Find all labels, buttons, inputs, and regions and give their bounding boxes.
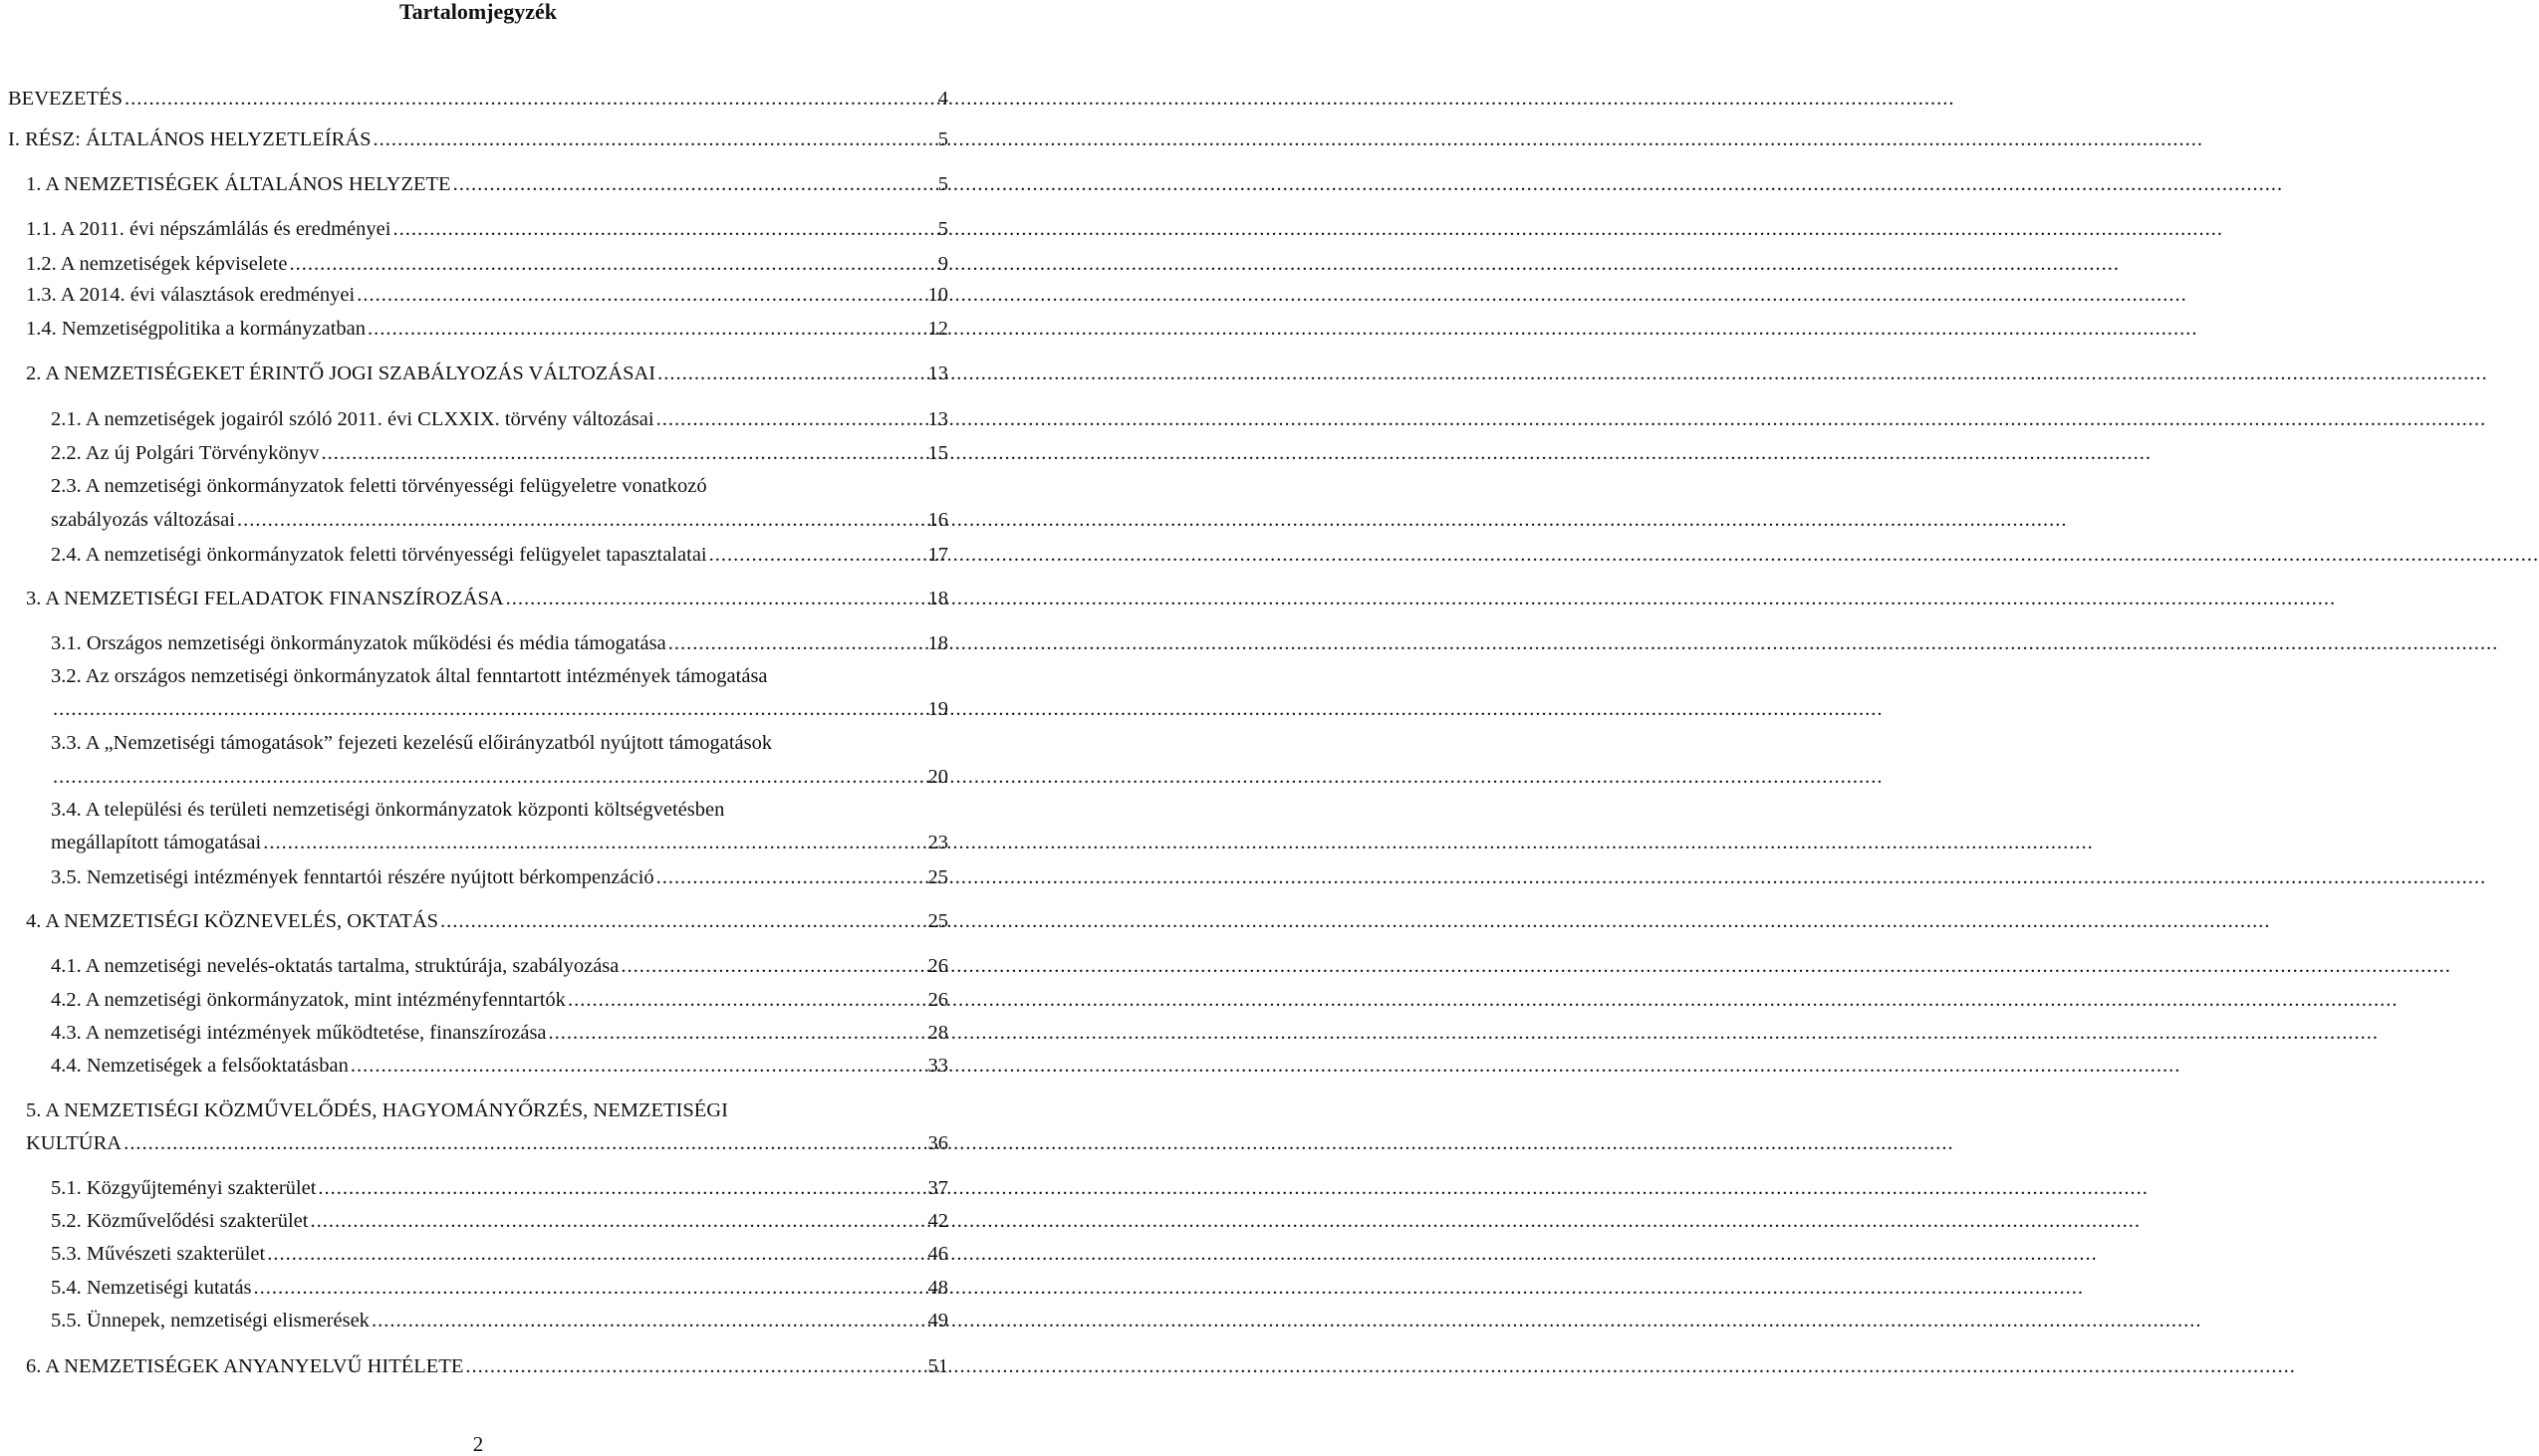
toc-page-number: 5 <box>937 218 948 240</box>
dot-leader <box>237 508 926 532</box>
dot-leader <box>125 87 936 111</box>
toc-page-number: 26 <box>927 989 948 1011</box>
toc-page-number: 25 <box>927 866 948 888</box>
toc-page-number: 17 <box>927 544 948 566</box>
toc-page-number: 10 <box>927 284 948 306</box>
toc-page-number: 28 <box>927 1022 948 1044</box>
toc-entry-text: 4.1. A nemzetiségi nevelés-oktatás tartalma, struktúrája, szabályozása <box>51 955 620 977</box>
toc-entry-5-line1: 5. A NEMZETISÉGI KÖZMŰVELŐDÉS, HAGYOMÁNYŐRZÉS, NEMZETISÉGI <box>26 1099 728 1121</box>
dot-leader <box>351 1054 926 1078</box>
toc-entry-text: 5.2. Közművelődési szakterület <box>51 1210 309 1232</box>
dot-leader <box>656 865 926 889</box>
toc-page-number: 46 <box>927 1243 948 1265</box>
toc-page-number: 42 <box>927 1210 948 1232</box>
dot-leader <box>254 1276 926 1300</box>
toc-entry-2-4[interactable] <box>51 543 948 567</box>
toc-entry-text: 2. A NEMZETISÉGEKET ÉRINTŐ JOGI SZABÁLYOZÁS VÁLTOZÁSAI <box>26 363 656 384</box>
toc-entry-text: 2.1. A nemzetiségek jogairól szóló 2011. évi CLXXIX. törvény változásai <box>51 408 654 430</box>
toc-page-number: 37 <box>927 1177 948 1199</box>
dot-leader <box>267 1242 925 1266</box>
toc-page-number: 20 <box>927 766 948 788</box>
dot-leader <box>310 1209 925 1233</box>
dot-leader <box>668 631 926 655</box>
toc-entry-3-1[interactable] <box>51 631 948 655</box>
toc-entry-4[interactable] <box>26 909 948 933</box>
dot-leader <box>440 909 925 933</box>
toc-entry-2-3-line1: 2.3. A nemzetiségi önkormányzatok feletti törvényességi felügyeletre vonatkozó <box>51 475 707 497</box>
toc-entry-bevezetes[interactable] <box>8 87 948 111</box>
dot-leader <box>549 1021 926 1045</box>
toc-page-number: 26 <box>927 955 948 977</box>
toc-entry-text: 5.5. Ünnepek, nemzetiségi elismerések <box>51 1310 370 1332</box>
toc-entry-text: 5.1. Közgyűjteményi szakterület <box>51 1177 317 1199</box>
toc-entry-2-3[interactable] <box>51 508 948 532</box>
toc-entry-1-4[interactable] <box>26 317 948 341</box>
dot-leader <box>657 362 925 385</box>
toc-entry-text: 1.4. Nemzetiségpolitika a kormányzatban <box>26 318 366 340</box>
toc-entry-3[interactable] <box>26 587 948 610</box>
toc-page-number: 4 <box>937 88 948 110</box>
dot-leader <box>465 1354 925 1378</box>
toc-entry-1-1[interactable] <box>26 217 948 241</box>
toc-entry-1-3[interactable] <box>26 283 948 307</box>
toc-entry-text: 1.1. A 2011. évi népszámlálás és eredményei <box>26 218 391 240</box>
toc-page-number: 5 <box>937 128 948 150</box>
toc-entry-3-3-line1: 3.3. A „Nemzetiségi támogatások” fejezeti kezelésű előirányzatból nyújtott támogatások <box>51 732 773 754</box>
toc-page-number: 23 <box>927 832 948 853</box>
toc-entry-text: 6. A NEMZETISÉGEK ANYANYELVŰ HITÉLETE <box>26 1355 464 1377</box>
toc-entry-text: 3.5. Nemzetiségi intézmények fenntartói részére nyújtott bérkompenzáció <box>51 866 654 888</box>
toc-entry-text: KULTÚRA <box>26 1132 123 1154</box>
dot-leader <box>372 1309 926 1333</box>
toc-entry-5[interactable] <box>26 1131 948 1155</box>
toc-page-number: 49 <box>927 1310 948 1332</box>
toc-entry-6[interactable] <box>26 1354 948 1378</box>
toc-entry-5-1[interactable] <box>51 1176 948 1200</box>
toc-entry-text: 1.3. A 2014. évi választások eredményei <box>26 284 356 306</box>
toc-page-number: 51 <box>927 1355 948 1377</box>
toc-page-number: 13 <box>927 363 948 384</box>
toc-entry-text: 2.2. Az új Polgári Törvénykönyv <box>51 442 320 464</box>
toc-entry-5-5[interactable] <box>51 1309 948 1333</box>
page-number-footer: 2 <box>472 1432 484 1456</box>
dot-leader <box>453 172 936 196</box>
toc-entry-4-4[interactable] <box>51 1054 948 1078</box>
toc-entry-3-4-line1: 3.4. A települési és területi nemzetiségi önkormányzatok központi költségvetésben <box>51 799 725 821</box>
page-title: Tartalomjegyzék <box>398 0 558 24</box>
dot-leader <box>263 831 925 854</box>
toc-entry-3-4[interactable] <box>51 831 948 854</box>
dot-leader <box>53 765 926 789</box>
toc-entry-2-2[interactable] <box>51 441 948 465</box>
toc-entry-text: 5.3. Művészeti szakterület <box>51 1243 266 1265</box>
toc-entry-text: 4.3. A nemzetiségi intézmények működtetése, finanszírozása <box>51 1022 547 1044</box>
toc-entry-text: 5.4. Nemzetiségi kutatás <box>51 1277 252 1299</box>
toc-page-number: 19 <box>927 698 948 720</box>
dot-leader <box>53 697 926 721</box>
toc-entry-text: 3.1. Országos nemzetiségi önkormányzatok működési és média támogatása <box>51 632 666 654</box>
dot-leader <box>392 217 935 241</box>
toc-entry-text: 4.2. A nemzetiségi önkormányzatok, mint intézményfenntartók <box>51 989 566 1011</box>
toc-entry-5-3[interactable] <box>51 1242 948 1266</box>
dot-leader <box>621 954 925 978</box>
toc-entry-text: 2.4. A nemzetiségi önkormányzatok feletti törvényességi felügyelet tapasztalatai <box>51 544 707 566</box>
toc-entry-text: 4. A NEMZETISÉGI KÖZNEVELÉS, OKTATÁS <box>26 910 439 932</box>
toc-page-number: 48 <box>927 1277 948 1299</box>
dot-leader <box>709 543 926 567</box>
dot-leader <box>374 127 936 151</box>
toc-entry-text: szabályozás változásai <box>51 509 235 531</box>
toc-entry-2[interactable] <box>26 362 948 385</box>
toc-entry-4-1[interactable] <box>51 954 948 978</box>
toc-entry-5-2[interactable] <box>51 1209 948 1233</box>
dot-leader <box>124 1131 925 1155</box>
toc-entry-text: 1. A NEMZETISÉGEK ÁLTALÁNOS HELYZETE <box>26 173 451 195</box>
toc-entry-text: megállapított támogatásai <box>51 832 262 853</box>
dot-leader <box>318 1176 925 1200</box>
dot-leader <box>289 252 935 276</box>
toc-entry-text: 4.4. Nemzetiségek a felsőoktatásban <box>51 1055 349 1077</box>
toc-page-number: 16 <box>927 509 948 531</box>
toc-page-number: 18 <box>927 588 948 609</box>
dot-leader <box>368 317 926 341</box>
dot-leader <box>506 587 926 610</box>
toc-entry-text: 3. A NEMZETISÉGI FELADATOK FINANSZÍROZÁSA <box>26 588 504 609</box>
toc-entry-3-2-line1: 3.2. Az országos nemzetiségi önkormányzatok által fenntartott intézmények támogatása <box>51 665 768 687</box>
toc-entry-4-3[interactable] <box>51 1021 948 1045</box>
toc-entry-1[interactable] <box>26 172 948 196</box>
toc-page-number: 36 <box>927 1132 948 1154</box>
toc-entry-text: BEVEZETÉS <box>8 88 124 110</box>
dot-leader <box>656 407 926 431</box>
toc-page-number: 12 <box>927 318 948 340</box>
dot-leader <box>357 283 925 307</box>
dot-leader <box>568 988 926 1012</box>
toc-entry-2-1[interactable] <box>51 407 948 431</box>
toc-page-number: 33 <box>927 1055 948 1077</box>
toc-entry-text: I. RÉSZ: ÁLTALÁNOS HELYZETLEÍRÁS <box>8 128 372 150</box>
toc-page-number: 13 <box>927 408 948 430</box>
toc-page-number: 15 <box>927 442 948 464</box>
toc-entry-part-1[interactable] <box>8 127 948 151</box>
toc-page-number: 5 <box>937 173 948 195</box>
toc-entry-3-2[interactable] <box>51 697 948 721</box>
toc-entry-3-5[interactable] <box>51 865 948 889</box>
toc-entry-5-4[interactable] <box>51 1276 948 1300</box>
toc-entry-3-3[interactable] <box>51 765 948 789</box>
dot-leader <box>322 441 926 465</box>
toc-page-number: 9 <box>937 253 948 275</box>
toc-entry-text: 1.2. A nemzetiségek képviselete <box>26 253 288 275</box>
toc-page-number: 25 <box>927 910 948 932</box>
toc-page-number: 18 <box>927 632 948 654</box>
toc-entry-4-2[interactable] <box>51 988 948 1012</box>
toc-entry-1-2[interactable] <box>26 252 948 276</box>
